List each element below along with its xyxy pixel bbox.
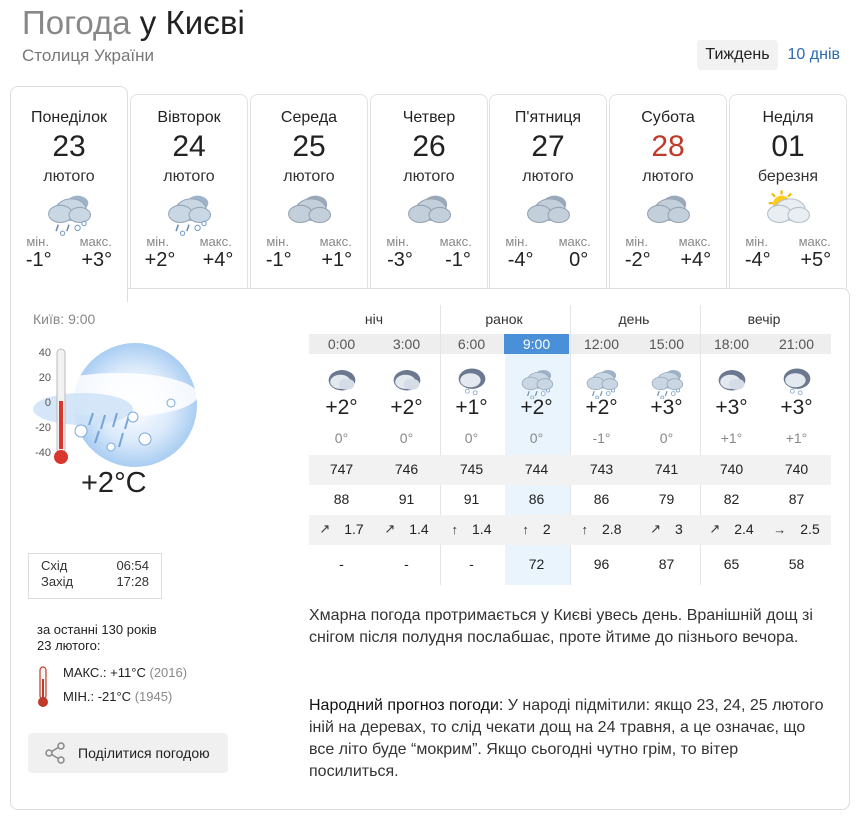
min-label: мін. bbox=[146, 234, 169, 249]
day-max-temp: +1° bbox=[321, 249, 353, 271]
hour-feels-like: 0° bbox=[529, 430, 544, 446]
share-weather-button[interactable] bbox=[28, 733, 228, 773]
day-month: лютого bbox=[283, 168, 335, 185]
sunset-label: Захід bbox=[41, 574, 74, 589]
segment-label: день bbox=[618, 311, 650, 327]
sun-cloud-icon bbox=[762, 186, 814, 235]
history-max-value: +11°C bbox=[110, 665, 146, 680]
day-number: 01 bbox=[771, 130, 805, 163]
hour-precip: 96 bbox=[593, 556, 610, 572]
forecast-description: Хмарна погода протримається у Києві увесь день. Вранішній дощ зі снігом після полудня послабшає, проте йтиме до пізнього вечора. bbox=[309, 607, 813, 646]
hour-temp: +3° bbox=[780, 396, 813, 419]
hour-label[interactable]: 0:00 bbox=[327, 336, 356, 352]
day-weather-icon bbox=[251, 188, 367, 234]
max-label: макс. bbox=[678, 234, 711, 249]
cloud-snow-rain-icon bbox=[518, 363, 556, 399]
hour-temp: +2° bbox=[585, 396, 618, 419]
cloudy-icon bbox=[283, 186, 335, 235]
wind-direction-icon: ↑ bbox=[522, 521, 529, 537]
thermometer-icon bbox=[35, 665, 51, 709]
hour-weather-icon bbox=[374, 363, 439, 399]
wind-direction-icon: ↗ bbox=[709, 521, 721, 536]
sunset-time: 17:28 bbox=[116, 574, 149, 589]
min-label: мін. bbox=[266, 234, 289, 249]
day-weather-icon bbox=[131, 188, 247, 234]
hour-pressure: 746 bbox=[394, 461, 419, 477]
history-max-year: (2016) bbox=[149, 665, 188, 680]
title-prefix: Погода bbox=[22, 4, 131, 41]
hour-wind-speed: 1.4 bbox=[472, 521, 492, 537]
cloud-snow-rain-icon bbox=[583, 363, 621, 399]
current-weather-illustration bbox=[23, 343, 213, 473]
history-max-label: МАКС.: bbox=[63, 665, 107, 680]
min-label: мін. bbox=[625, 234, 648, 249]
history-heading-line: за останні 130 років bbox=[37, 622, 157, 637]
cloud-snow-rain-icon bbox=[163, 186, 215, 235]
cloudy-icon bbox=[403, 186, 455, 235]
day-max-temp: +4° bbox=[680, 249, 712, 271]
day-max-temp: +5° bbox=[800, 249, 832, 271]
segment-label: вечір bbox=[747, 311, 781, 327]
hour-pressure: 740 bbox=[784, 461, 809, 477]
day-number: 23 bbox=[52, 130, 86, 163]
scale-label: -40 bbox=[35, 447, 51, 459]
current-temperature: +2°C bbox=[81, 467, 147, 499]
period-week-button[interactable]: Тиждень bbox=[697, 40, 777, 70]
day-name: Неділя bbox=[762, 109, 814, 126]
hour-temp: +2° bbox=[325, 396, 358, 419]
day-month: березня bbox=[757, 168, 819, 185]
hour-label[interactable]: 9:00 bbox=[504, 334, 569, 354]
day-min-temp: -4° bbox=[744, 249, 771, 271]
hour-humidity: 91 bbox=[398, 491, 415, 507]
hour-wind bbox=[309, 521, 374, 537]
hour-label[interactable]: 18:00 bbox=[713, 336, 750, 352]
hour-label[interactable]: 21:00 bbox=[778, 336, 815, 352]
cloud-night-icon bbox=[713, 363, 751, 399]
hour-wind bbox=[634, 521, 699, 537]
hour-weather-icon bbox=[309, 363, 374, 399]
cloud-night-snow-icon bbox=[453, 363, 491, 399]
day-month: лютого bbox=[43, 168, 95, 185]
day-number: 28 bbox=[651, 130, 685, 163]
hour-humidity: 86 bbox=[528, 491, 545, 507]
day-max-temp: +3° bbox=[81, 249, 113, 271]
hour-wind bbox=[439, 521, 504, 537]
day-min-temp: -3° bbox=[387, 249, 413, 271]
share-label: Поділитися погодою bbox=[78, 745, 210, 761]
wind-direction-icon: → bbox=[773, 521, 787, 537]
day-min-temp: -1° bbox=[25, 249, 52, 271]
hour-humidity: 88 bbox=[333, 491, 350, 507]
day-tabs bbox=[10, 86, 850, 288]
hour-pressure: 747 bbox=[329, 461, 354, 477]
min-label: мін. bbox=[26, 234, 49, 249]
cloud-night-icon bbox=[323, 363, 361, 399]
period-switcher bbox=[697, 40, 848, 70]
hour-pressure: 740 bbox=[719, 461, 744, 477]
day-tab[interactable] bbox=[609, 94, 727, 294]
hour-wind bbox=[569, 521, 634, 537]
wind-direction-icon: ↗ bbox=[384, 521, 396, 536]
hour-label[interactable]: 6:00 bbox=[457, 336, 486, 352]
day-max-temp: 0° bbox=[569, 249, 589, 271]
day-weather-icon bbox=[610, 188, 726, 234]
hour-wind-speed: 3 bbox=[675, 521, 683, 537]
hour-feels-like: -1° bbox=[592, 430, 611, 446]
history-min bbox=[35, 685, 187, 709]
hour-temp: +2° bbox=[520, 396, 553, 419]
day-tab[interactable] bbox=[130, 94, 248, 294]
day-name: Четвер bbox=[402, 109, 456, 126]
hour-wind-speed: 2.8 bbox=[602, 521, 622, 537]
max-label: макс. bbox=[558, 234, 591, 249]
day-month: лютого bbox=[163, 168, 215, 185]
day-tab[interactable] bbox=[489, 94, 607, 294]
current-time-label: Київ: 9:00 bbox=[33, 311, 96, 327]
page-subtitle: Столиця України bbox=[22, 46, 155, 65]
min-label: мін. bbox=[386, 234, 409, 249]
hour-precip: 87 bbox=[658, 556, 675, 572]
hour-precip: 58 bbox=[788, 556, 805, 572]
hour-label[interactable]: 12:00 bbox=[583, 336, 620, 352]
max-label: макс. bbox=[439, 234, 472, 249]
hour-temp: +1° bbox=[455, 396, 488, 419]
hour-humidity: 91 bbox=[463, 491, 480, 507]
period-10-days-link[interactable]: 10 днів bbox=[787, 46, 840, 63]
min-label: мін. bbox=[505, 234, 528, 249]
hour-wind-speed: 2.5 bbox=[800, 521, 820, 537]
hour-pressure: 745 bbox=[459, 461, 484, 477]
sunrise-sunset-box bbox=[28, 553, 162, 599]
hour-feels-like: 0° bbox=[464, 430, 479, 446]
segment-label: ніч bbox=[364, 311, 384, 327]
day-name: П'ятниця bbox=[514, 109, 582, 126]
sunrise-label: Схід bbox=[41, 558, 68, 573]
day-number: 27 bbox=[531, 130, 565, 163]
day-weather-icon bbox=[11, 188, 127, 234]
day-month: лютого bbox=[522, 168, 574, 185]
scale-label: -20 bbox=[35, 422, 51, 434]
max-label: макс. bbox=[798, 234, 831, 249]
hour-weather-icon bbox=[764, 363, 829, 399]
history-min-year: (1945) bbox=[134, 689, 173, 704]
hour-wind-speed: 1.7 bbox=[344, 521, 364, 537]
history-heading-date: 23 лютого: bbox=[37, 638, 101, 653]
wind-direction-icon: ↗ bbox=[319, 521, 331, 536]
hour-weather-icon bbox=[699, 363, 764, 399]
hour-feels-like: +1° bbox=[720, 430, 743, 446]
hour-wind bbox=[764, 521, 829, 537]
sunrise-time: 06:54 bbox=[116, 558, 149, 573]
cloud-night-icon bbox=[388, 363, 426, 399]
hour-precip: - bbox=[339, 556, 344, 572]
day-detail-panel bbox=[10, 288, 850, 810]
hour-weather-icon bbox=[569, 363, 634, 399]
day-tab[interactable] bbox=[250, 94, 368, 294]
hour-wind bbox=[374, 521, 439, 537]
hour-precip: 72 bbox=[528, 556, 545, 572]
day-min-temp: -2° bbox=[624, 249, 651, 271]
hour-humidity: 82 bbox=[723, 491, 740, 507]
hour-feels-like: 0° bbox=[659, 430, 674, 446]
hour-label[interactable]: 15:00 bbox=[648, 336, 685, 352]
hour-humidity: 87 bbox=[788, 491, 805, 507]
wind-direction-icon: ↑ bbox=[581, 521, 589, 537]
hour-temp: +2° bbox=[390, 396, 423, 419]
hour-humidity: 86 bbox=[593, 491, 610, 507]
day-tab[interactable] bbox=[10, 86, 128, 302]
hour-temp: +3° bbox=[650, 396, 683, 419]
day-min-temp: -1° bbox=[265, 249, 292, 271]
hour-precip: - bbox=[469, 556, 474, 572]
day-month: лютого bbox=[403, 168, 455, 185]
cloudy-icon bbox=[522, 186, 574, 235]
hour-feels-like: +1° bbox=[785, 430, 808, 446]
max-label: макс. bbox=[79, 234, 112, 249]
wind-direction-icon: ↑ bbox=[451, 521, 459, 537]
history-max bbox=[35, 661, 187, 685]
history-records bbox=[35, 661, 187, 709]
hour-pressure: 743 bbox=[589, 461, 614, 477]
min-label: мін. bbox=[745, 234, 768, 249]
hour-wind bbox=[504, 521, 569, 537]
hour-pressure: 741 bbox=[654, 461, 679, 477]
scale-label: 0 bbox=[44, 397, 51, 409]
history-heading bbox=[37, 622, 157, 654]
day-tab[interactable] bbox=[370, 94, 488, 294]
day-number: 24 bbox=[172, 130, 206, 163]
hour-weather-icon bbox=[634, 363, 699, 399]
day-min-temp: -4° bbox=[507, 249, 534, 271]
hour-wind bbox=[699, 521, 764, 537]
hour-temp: +3° bbox=[715, 396, 748, 419]
hour-weather-icon bbox=[439, 363, 504, 399]
page-title bbox=[22, 4, 245, 42]
max-label: макс. bbox=[199, 234, 232, 249]
day-max-temp: +4° bbox=[202, 249, 234, 271]
hour-wind-speed: 2 bbox=[542, 521, 551, 537]
cloud-snow-rain-icon bbox=[648, 363, 686, 399]
cloudy-icon bbox=[642, 186, 694, 235]
day-weather-icon bbox=[371, 188, 487, 234]
day-name: Вівторок bbox=[157, 109, 221, 126]
folk-forecast-label: Народний прогноз погоди: bbox=[309, 697, 504, 714]
history-min-value: -21°C bbox=[97, 689, 132, 704]
hour-precip: 65 bbox=[723, 556, 740, 572]
folk-forecast-text: У народі підмітили: якщо 23, 24, 25 лютого іній на деревах, то слід чекати дощ на 24 травня, а це означає, що все літо буде “мокрим”. Якщо сьогодні чутно грім, то вітер посилиться. bbox=[309, 697, 824, 780]
day-weather-icon bbox=[730, 188, 846, 234]
hour-wind-speed: 1.4 bbox=[409, 521, 429, 537]
day-number: 26 bbox=[412, 130, 446, 163]
day-name: Понеділок bbox=[30, 109, 108, 126]
hour-pressure: 744 bbox=[524, 461, 549, 477]
max-label: макс. bbox=[319, 234, 352, 249]
wind-direction-icon: ↗ bbox=[650, 521, 662, 536]
title-city: у Києві bbox=[139, 4, 245, 41]
history-min-label: МІН.: bbox=[63, 689, 95, 704]
folk-forecast bbox=[309, 695, 829, 783]
hour-label[interactable]: 3:00 bbox=[392, 336, 421, 352]
scale-label: 40 bbox=[38, 347, 51, 359]
scale-label: 20 bbox=[38, 372, 51, 384]
day-weather-icon bbox=[490, 188, 606, 234]
cloud-snow-rain-icon bbox=[43, 186, 95, 235]
day-name: Субота bbox=[641, 109, 695, 126]
hour-precip: - bbox=[404, 556, 409, 572]
day-number: 25 bbox=[292, 130, 326, 163]
segment-label: ранок bbox=[485, 311, 523, 327]
day-tab[interactable] bbox=[729, 94, 847, 294]
hour-feels-like: 0° bbox=[334, 430, 349, 446]
hour-feels-like: 0° bbox=[399, 430, 414, 446]
hour-weather-icon bbox=[504, 363, 569, 399]
day-max-temp: -1° bbox=[445, 249, 471, 271]
day-month: лютого bbox=[642, 168, 694, 185]
cloud-night-snow-icon bbox=[778, 363, 816, 399]
share-icon bbox=[44, 742, 66, 764]
hour-humidity: 79 bbox=[658, 491, 675, 507]
hour-wind-speed: 2.4 bbox=[734, 521, 754, 537]
day-name: Середа bbox=[280, 109, 338, 126]
day-min-temp: +2° bbox=[144, 249, 176, 271]
